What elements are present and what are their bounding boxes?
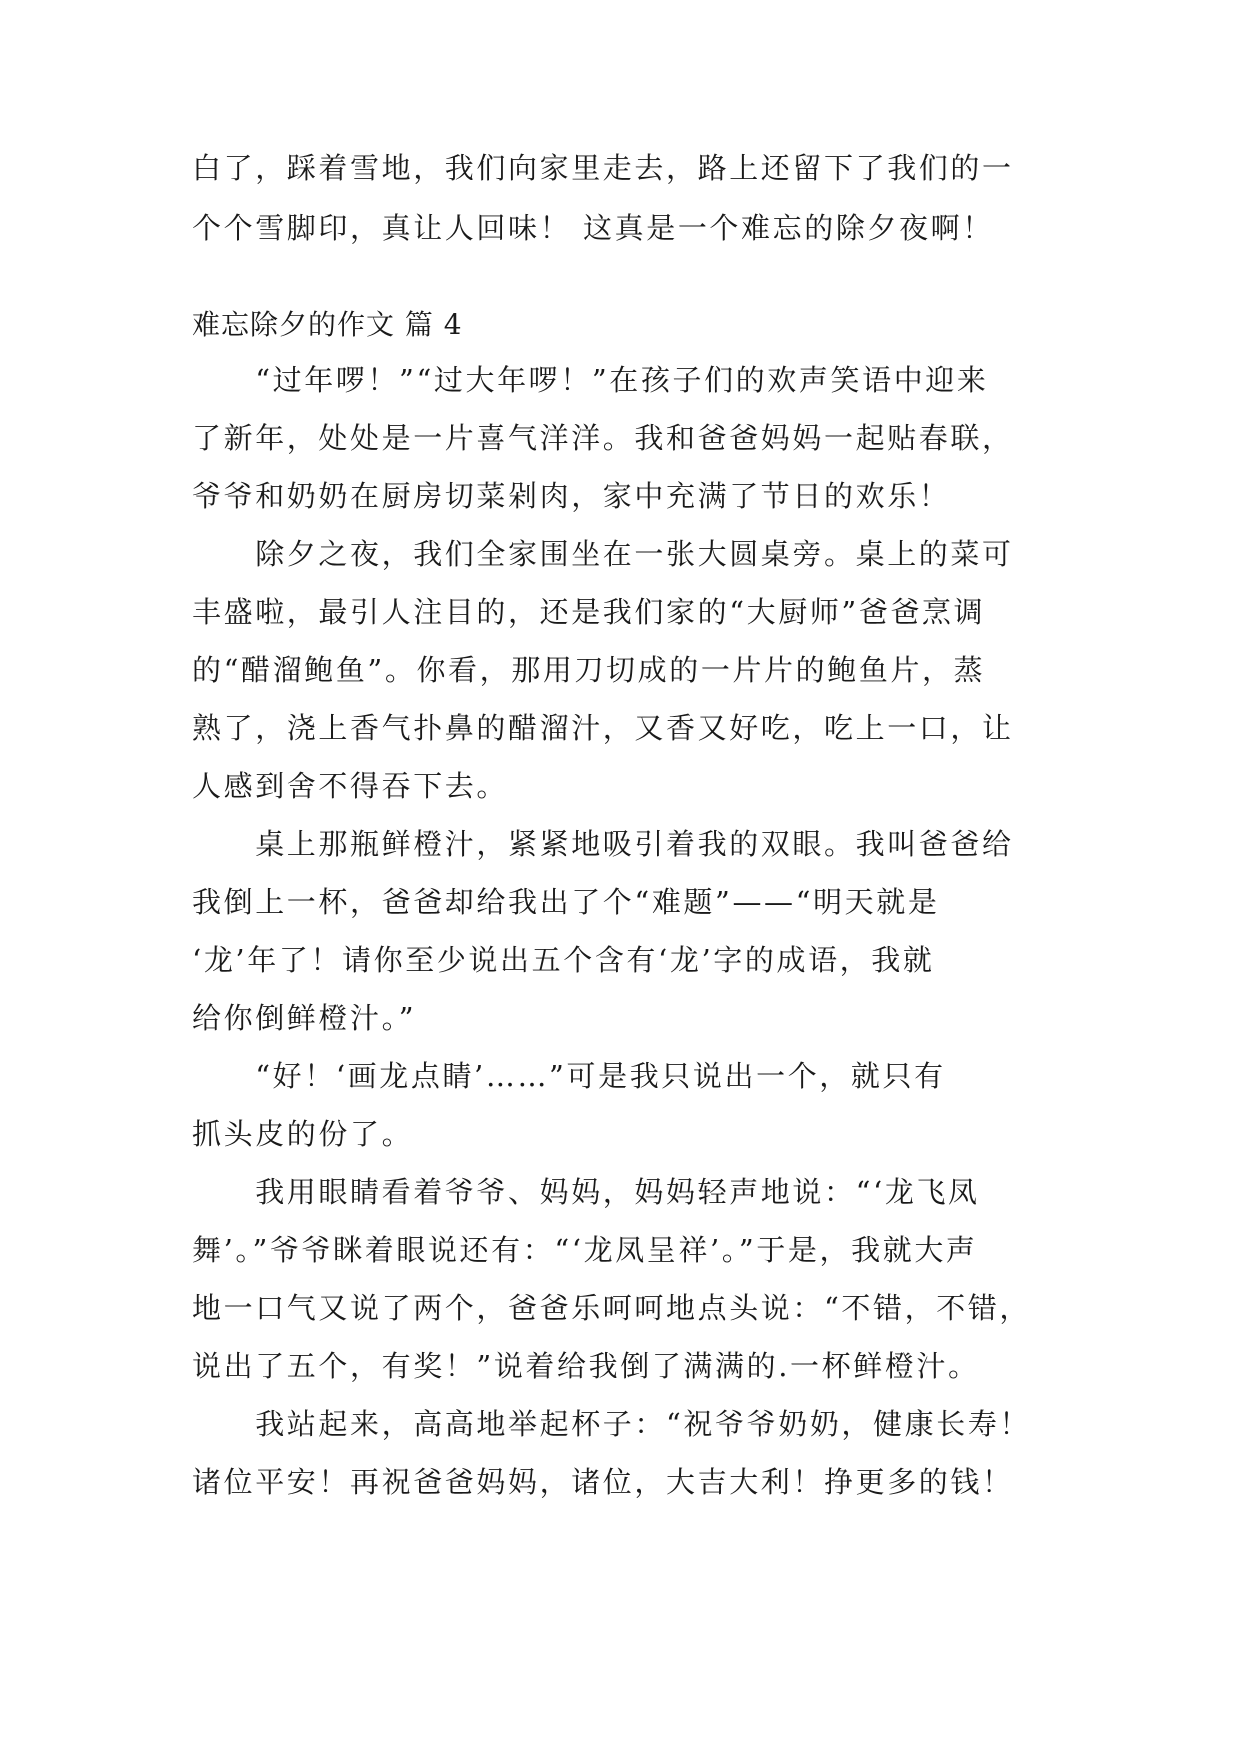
body-line-4: 除夕之夜，我们全家围坐在一张大圆桌旁。桌上的菜可 bbox=[192, 537, 1014, 571]
section-title: 难忘除夕的作文 篇 4 bbox=[192, 308, 463, 341]
body-line-3: 爷爷和奶奶在厨房切菜剁肉，家中充满了节日的欢乐！ bbox=[192, 479, 951, 513]
body-line-5: 丰盛啦，最引人注目的，还是我们家的“大厨师”爸爸烹调 bbox=[192, 595, 986, 629]
body-line-16: 舞’。”爷爷眯着眼说还有：“‘龙凤呈祥’。”于是，我就大声 bbox=[192, 1233, 978, 1267]
body-line-13: “好！‘画龙点睛’……”可是我只说出一个，就只有 bbox=[192, 1059, 946, 1093]
body-line-14: 抓头皮的份了。 bbox=[192, 1117, 414, 1151]
body-line-9: 桌上那瓶鲜橙汁，紧紧地吸引着我的双眼。我叫爸爸给 bbox=[192, 827, 1014, 861]
body-line-10: 我倒上一杯，爸爸却给我出了个“难题”——“明天就是 bbox=[192, 885, 940, 919]
body-line-8: 人感到舍不得吞下去。 bbox=[192, 769, 509, 803]
body-line-20: 诸位平安！再祝爸爸妈妈，诸位，大吉大利！挣更多的钱！ bbox=[192, 1465, 1014, 1499]
body-line-12: 给你倒鲜橙汁。” bbox=[192, 1001, 417, 1035]
body-line-15: 我用眼睛看着爷爷、妈妈，妈妈轻声地说：“‘龙飞凤 bbox=[192, 1175, 980, 1209]
body-line-19: 我站起来，高高地举起杯子：“祝爷爷奶奶，健康长寿！ bbox=[192, 1407, 1032, 1441]
body-line-1: “过年啰！”“过大年啰！”在孩子们的欢声笑语中迎来 bbox=[192, 363, 989, 397]
intro-line-1: 白了，踩着雪地，我们向家里走去，路上还留下了我们的一 bbox=[192, 151, 1014, 185]
body-line-17: 地一口气又说了两个，爸爸乐呵呵地点头说：“不错，不错， bbox=[192, 1291, 1032, 1325]
body-line-6: 的“醋溜鲍鱼”。你看，那用刀切成的一片片的鲍鱼片，蒸 bbox=[192, 653, 986, 687]
intro-line-2: 个个雪脚印，真让人回味！ 这真是一个难忘的除夕夜啊！ bbox=[192, 211, 994, 245]
body-line-7: 熟了，浇上香气扑鼻的醋溜汁，又香又好吃，吃上一口，让 bbox=[192, 711, 1014, 745]
body-line-11: ‘龙’年了！请你至少说出五个含有‘龙’字的成语，我就 bbox=[192, 943, 935, 977]
body-line-2: 了新年，处处是一片喜气洋洋。我和爸爸妈妈一起贴春联， bbox=[192, 421, 1014, 455]
body-line-18: 说出了五个，有奖！”说着给我倒了满满的.一杯鲜橙汁。 bbox=[192, 1349, 980, 1383]
